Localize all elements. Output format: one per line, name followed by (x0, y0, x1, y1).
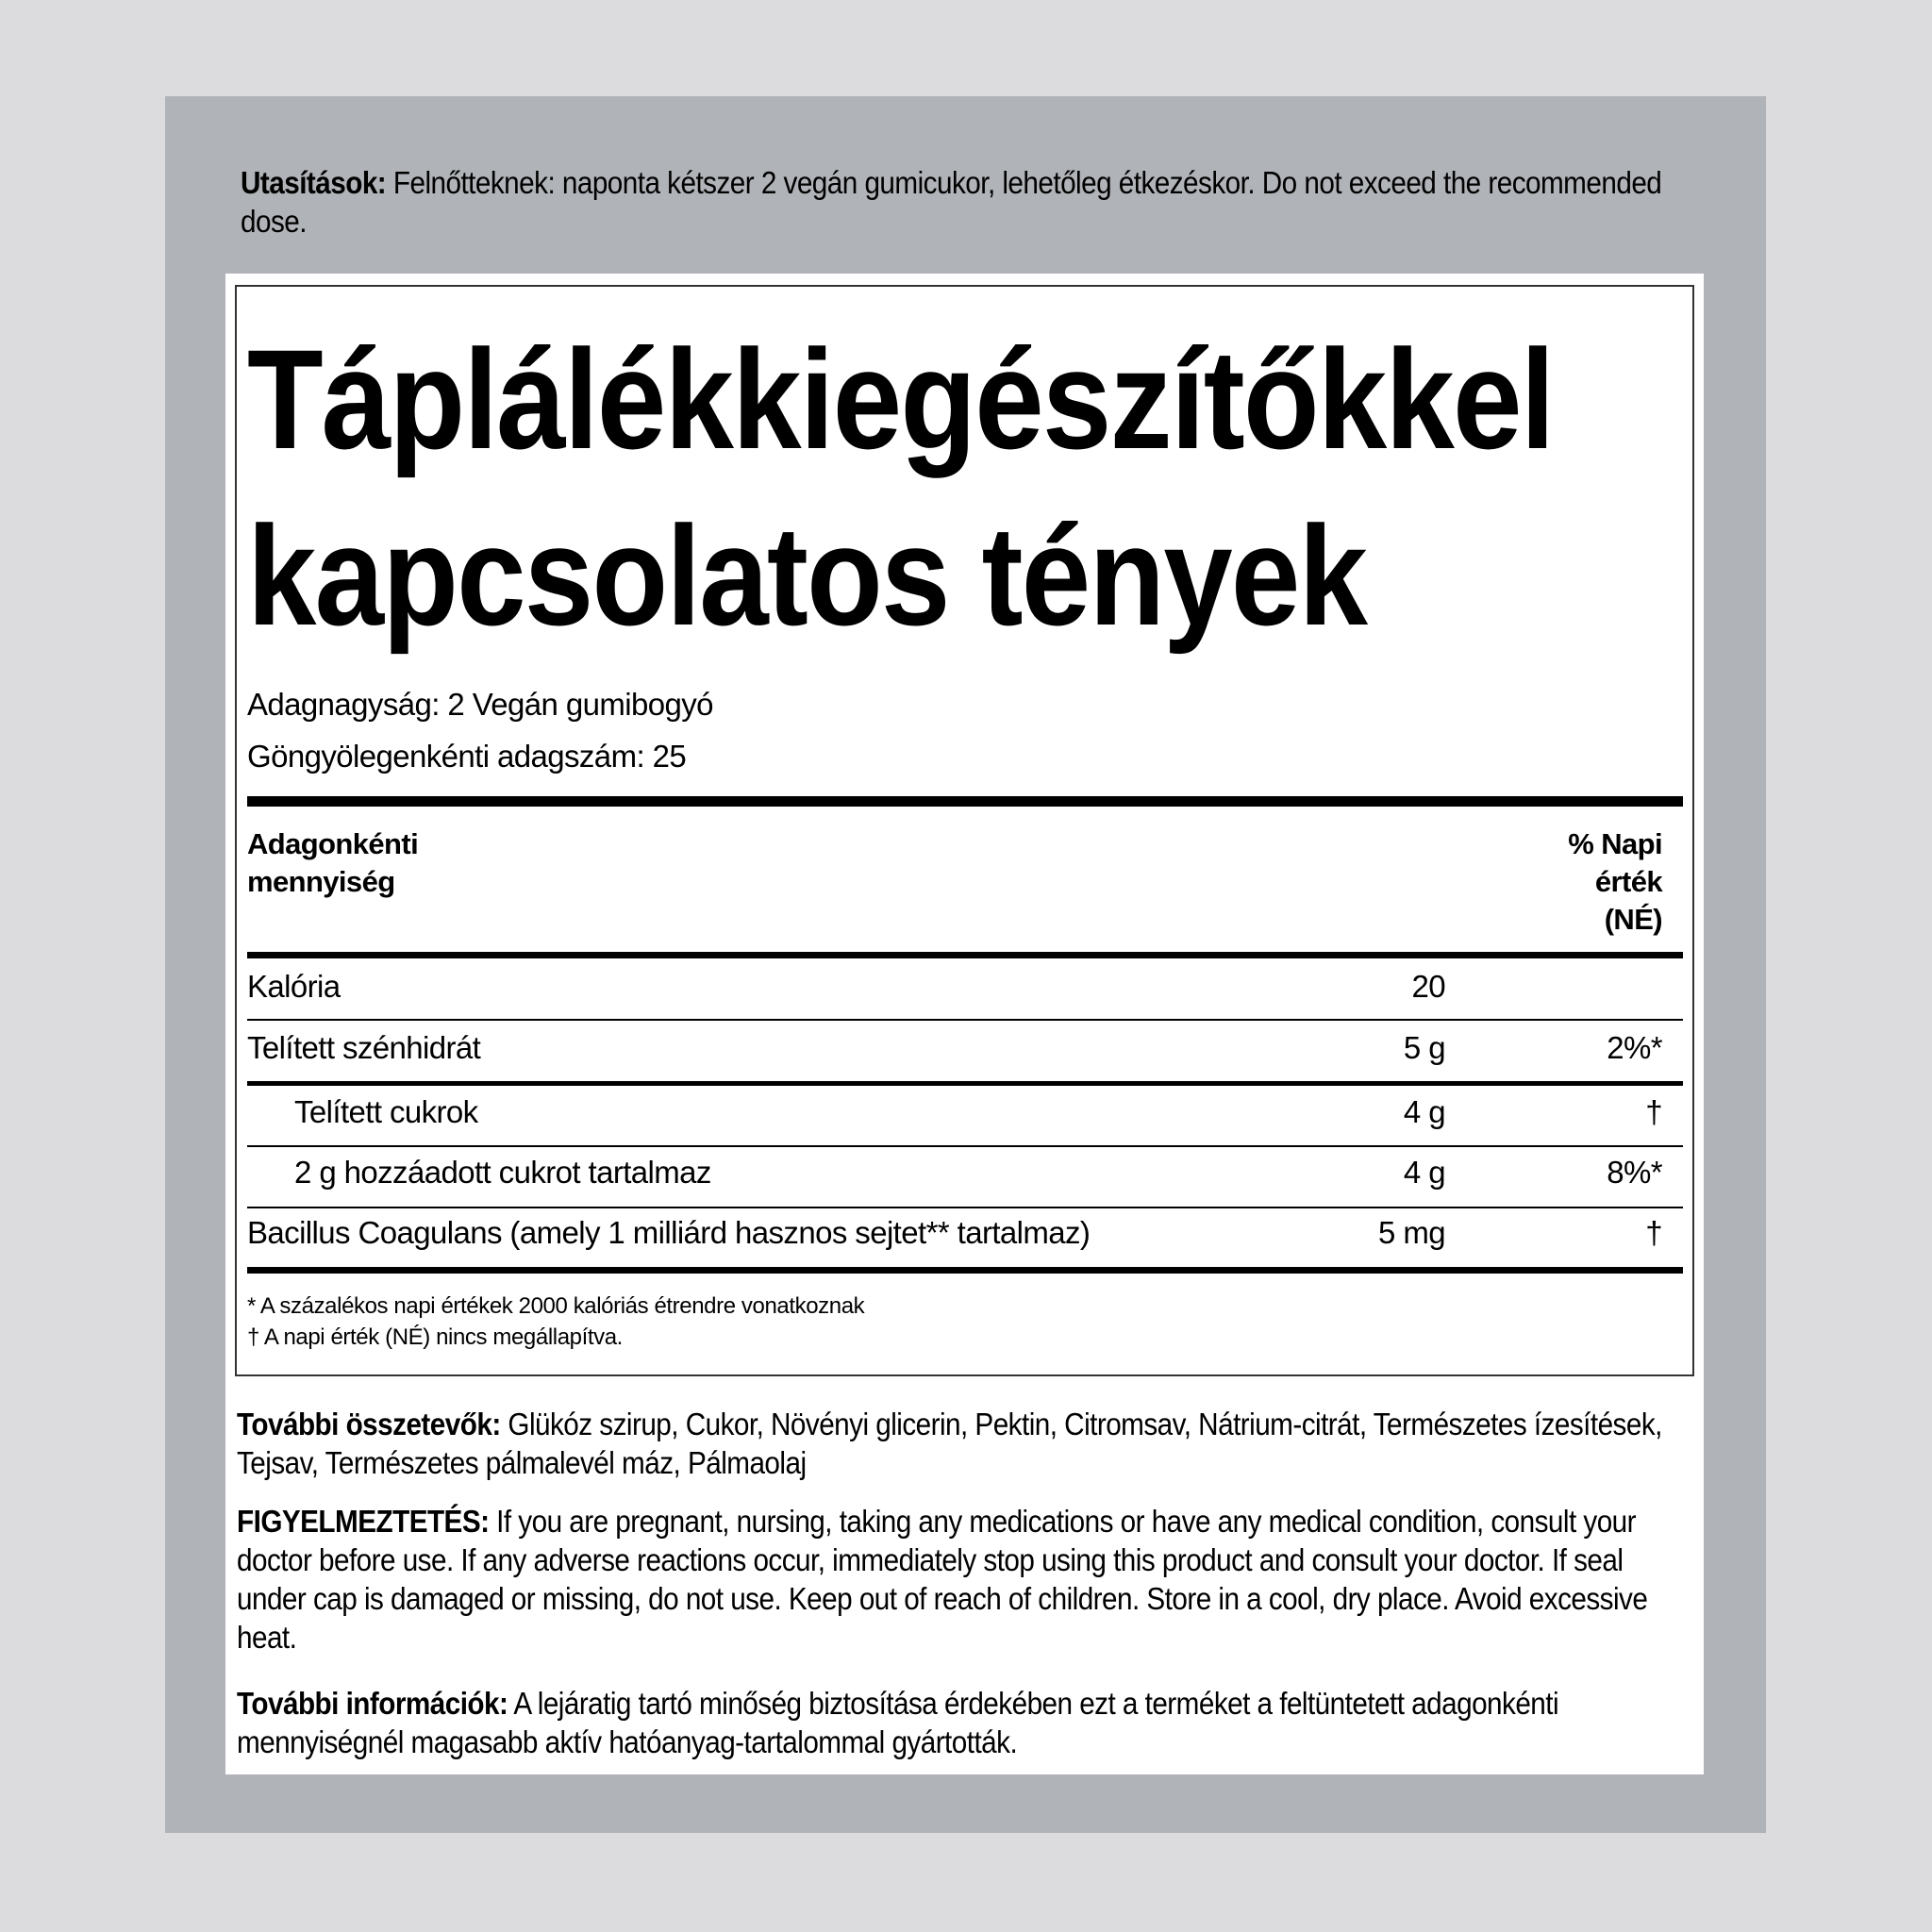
warning (237, 1502, 1697, 1657)
further-info (237, 1684, 1697, 1761)
header-left-line: mennyiség (247, 865, 395, 898)
divider-thick (247, 796, 1683, 807)
info-text: A lejáratig tartó minőség biztosítása érdekében ezt a terméket a feltüntetett adagonkénti mennyiségnél magasabb aktív hatóanyag-tartalommal gyártották. (237, 1686, 1559, 1759)
row-name: Telített cukrok (294, 1094, 478, 1129)
directions-text: Felnőtteknek: naponta kétszer 2 vegán gumicukor, lehetőleg étkezéskor. Do not exceed the recommended dose. (241, 165, 1662, 239)
facts-title-line2: kapcsolatos tények (247, 496, 1367, 655)
other-ingredients (237, 1405, 1697, 1482)
footnote: * A százalékos napi értékek 2000 kalóriás étrendre vonatkoznak (247, 1293, 865, 1319)
row-amount: 20 (1411, 969, 1445, 1004)
footnote: † A napi érték (NÉ) nincs megállapítva. (247, 1324, 623, 1350)
serving-size: Adagnagyság: 2 Vegán gumibogyó (247, 687, 713, 722)
row-dv: 8%* (1607, 1155, 1662, 1190)
row-name: 2 g hozzáadott cukrot tartalmaz (294, 1155, 711, 1190)
divider-medium (247, 1081, 1683, 1086)
row-name: Telített szénhidrát (247, 1030, 481, 1065)
divider-medium (247, 952, 1683, 958)
ingredients-text: Glükóz szirup, Cukor, Növényi glicerin, Pektin, Citromsav, Nátrium-citrát, Természetes ízesítések, Tejsav, Természetes pálmalevél máz, Pálmaolaj (237, 1407, 1662, 1480)
row-amount: 5 g (1403, 1030, 1445, 1065)
warning-label: FIGYELMEZTETÉS: (237, 1504, 490, 1539)
header-right-line: érték (1594, 865, 1662, 898)
header-right-line: % Napi (1568, 827, 1662, 860)
facts-title-line1: Táplálékkiegészítőkkel (247, 320, 1554, 478)
directions (241, 163, 1701, 241)
header-right-line: (NÉ) (1604, 903, 1662, 936)
row-amount: 5 mg (1378, 1215, 1445, 1250)
servings-per-container: Göngyölegenkénti adagszám: 25 (247, 739, 687, 774)
info-label: További információk: (237, 1686, 508, 1721)
row-name: Bacillus Coagulans (amely 1 milliárd hasznos sejtet** tartalmaz) (247, 1215, 1091, 1250)
row-dv: 2%* (1607, 1030, 1662, 1065)
row-amount: 4 g (1403, 1155, 1445, 1190)
divider-medium (247, 1267, 1683, 1274)
row-amount: 4 g (1403, 1094, 1445, 1129)
header-amount-per-serving (247, 825, 418, 901)
divider-thin (247, 1145, 1683, 1147)
row-name: Kalória (247, 969, 341, 1004)
divider-thin (247, 1207, 1683, 1208)
ingredients-label: További összetevők: (237, 1407, 501, 1441)
header-left-line: Adagonkénti (247, 827, 419, 860)
row-dv: † (1645, 1094, 1662, 1129)
directions-label: Utasítások: (241, 165, 387, 200)
warning-text: If you are pregnant, nursing, taking any medications or have any medical condition, consult your doctor before use. If any adverse reactions occur, immediately stop using this product and consult your doctor. If seal under cap is damaged or missing, do not use. Keep out of reach of children. Store in a cool, dry place. Avoid excessive heat. (237, 1504, 1648, 1655)
row-dv: † (1645, 1215, 1662, 1250)
header-daily-value (1568, 825, 1662, 939)
divider-thin (247, 1019, 1683, 1021)
